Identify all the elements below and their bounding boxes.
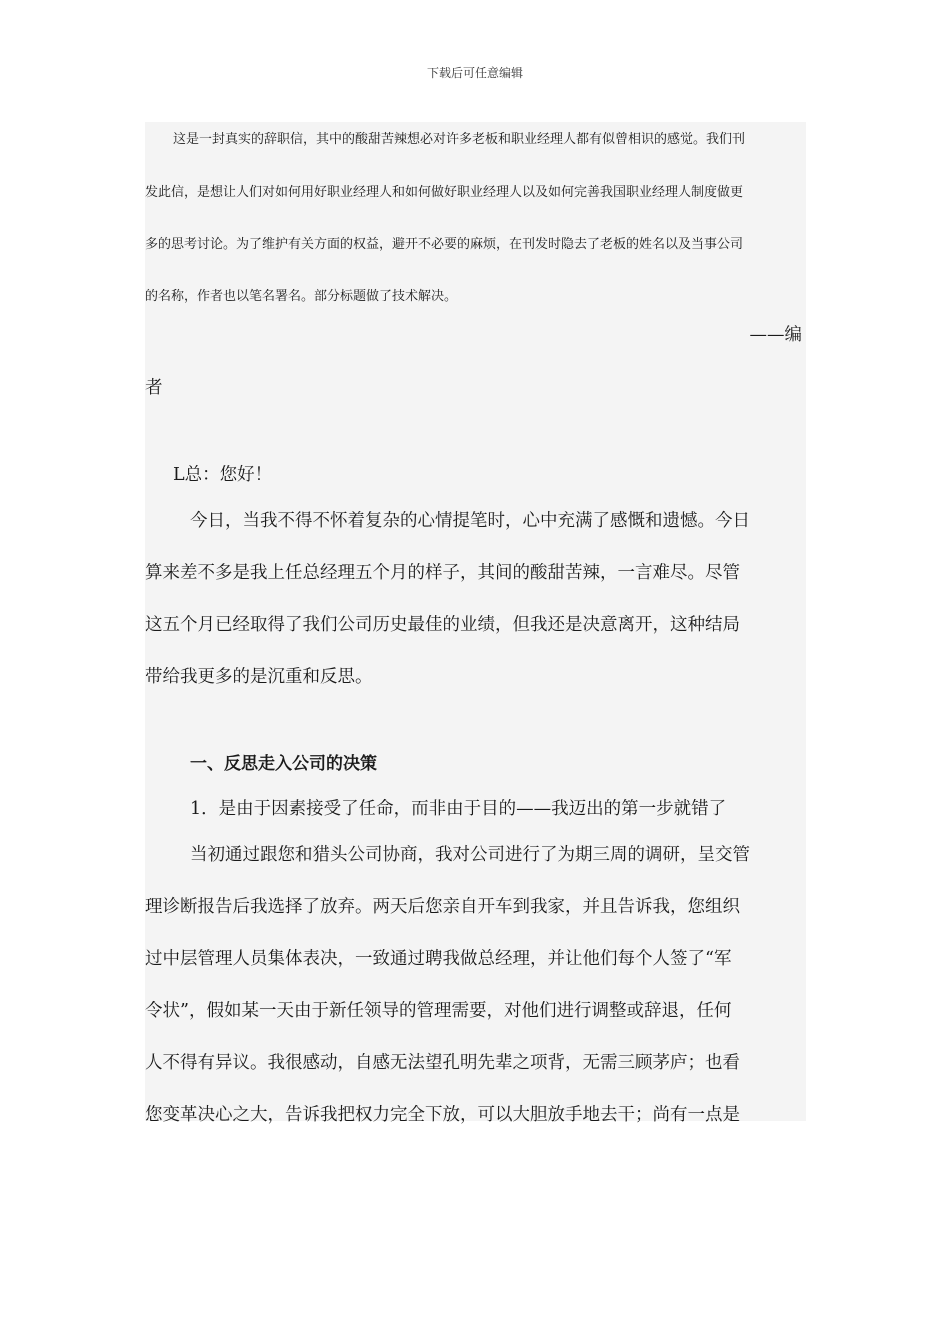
editor-note-line: 发此信，是想让人们对如何用好职业经理人和如何做好职业经理人以及如何完善我国职业经理人制度做更 [145, 185, 744, 200]
page-header: 下载后可任意编辑 [426, 66, 523, 80]
letter-paragraph-line: 带给我更多的是沉重和反思。 [145, 667, 373, 687]
editor-note-line: 这是一封真实的辞职信，其中的酸甜苦辣想必对许多老板和职业经理人都有似曾相识的感觉。我们刊 [173, 132, 746, 147]
editor-signature: ——编 [749, 325, 802, 345]
letter-paragraph-line: 今日，当我不得不怀着复杂的心情提笔时，心中充满了感慨和遗憾。今日 [190, 511, 750, 531]
editor-signature-continued: 者 [145, 378, 163, 398]
letter-paragraph-line: 理诊断报告后我选择了放弃。两天后您亲自开车到我家，并且告诉我，您组织 [145, 897, 740, 917]
editor-note-line: 的名称，作者也以笔名署名。部分标题做了技术解决。 [145, 289, 458, 304]
editor-note-line: 多的思考讨论。为了维护有关方面的权益，避开不必要的麻烦，在刊发时隐去了老板的姓名以及当事公司 [145, 237, 744, 252]
letter-paragraph-line: 过中层管理人员集体表决，一致通过聘我做总经理，并让他们每个人签了“军 [145, 949, 732, 969]
section-title: 一、反思走入公司的决策 [190, 754, 377, 774]
letter-paragraph-line: 算来差不多是我上任总经理五个月的样子，其间的酸甜苦辣，一言难尽。尽管 [145, 563, 740, 583]
letter-paragraph-line: 这五个月已经取得了我们公司历史最佳的业绩，但我还是决意离开，这种结局 [145, 615, 740, 635]
letter-paragraph-line: 令状”，假如某一天由于新任领导的管理需要，对他们进行调整或辞退，任何 [145, 1001, 732, 1021]
letter-paragraph-line: 人不得有异议。我很感动，自感无法望孔明先辈之项背，无需三顾茅庐；也看 [145, 1053, 740, 1073]
letter-paragraph-line: 您变革决心之大，告诉我把权力完全下放，可以大胆放手地去干；尚有一点是 [145, 1105, 740, 1125]
document-body [145, 122, 806, 1125]
letter-greeting: L总：您好！ [173, 465, 273, 485]
subsection-title: 1．是由于因素接受了任命，而非由于目的——我迈出的第一步就错了 [190, 799, 727, 819]
letter-paragraph-line: 当初通过跟您和猎头公司协商，我对公司进行了为期三周的调研，呈交管 [190, 845, 750, 865]
